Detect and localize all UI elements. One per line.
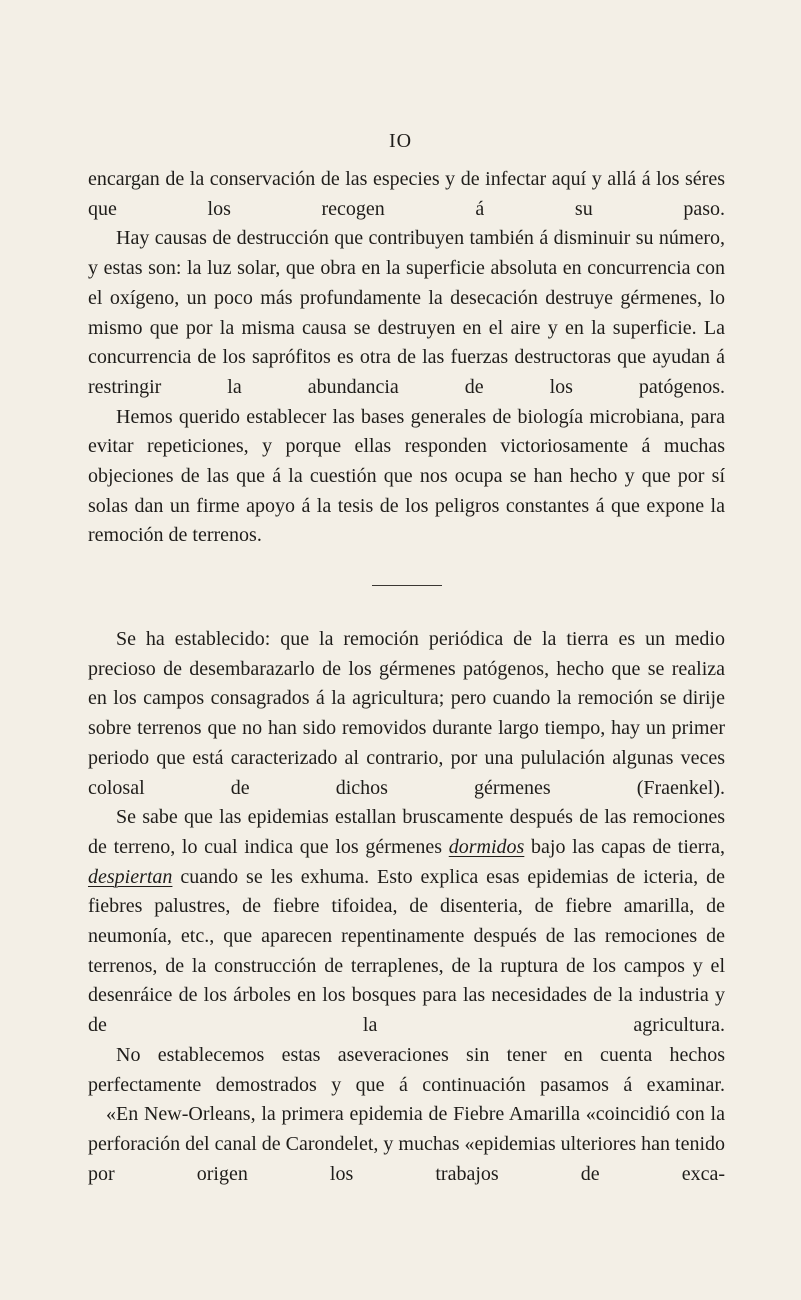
paragraph-microbial-biology: Hemos querido establecer las bases generales de biología microbiana, para evitar repeticiones, y porque ellas responden victoriosamente á muchas objeciones de las que á la cuestión que nos ocupa se han hecho y que por sí solas dan un firme apoyo á la tesis de los peligros constantes á que expone la remoción de terrenos. (88, 405, 725, 547)
paragraph-destruction-causes: Hay causas de destrucción que contribuyen también á disminuir su número, y estas son: la luz solar, que obra en la superficie absoluta en concurrencia con el oxígeno, un poco más profundamente la desecación destruye gérmenes, lo mismo que por la misma causa se destruyen en el aire y en la superficie. La concurrencia de los saprófitos es otra de las fuerzas destructoras que ayudan á restringir la abundancia de los patógenos. (88, 227, 725, 398)
epidemics-text-c: cuando se les exhuma. Esto explica esas epidemias de icteria, de fiebres palustres, de fiebre tifoidea, de disenteria, de fiebre amarilla, de neumonía, etc., que aparecen repentinamente después de las remociones de terrenos, de la construcción de terraplenes, de la ruptura de los campos y el desenráice de los árboles en los bosques para las necesidades de la industria y de la agricultura. (88, 865, 725, 1037)
page-number: IO (388, 130, 413, 152)
paragraph-soil-removal: Se ha establecido: que la remoción periódica de la tierra es un medio precioso de desembarazarlo de los gérmenes patógenos, hecho que se realiza en los campos consagrados á la agricultura; pero cuando la remoción se dirije sobre terrenos que no han sido removidos durante largo tiempo, hay un primer periodo que está caracterizado al contrario, por una pululación algunas veces colosal de dichos gérmenes (Fraenkel). (88, 628, 725, 799)
emphasis-despiertan: despiertan (88, 865, 173, 888)
paragraph-new-orleans-quote: «En New-Orleans, la primera epidemia de Fiebre Amarilla «coincidió con la perforación del canal de Carondelet, y muchas «epidemias ulteriores han tenido por origen los trabajos de exca- (88, 1103, 725, 1185)
section-divider (372, 585, 442, 586)
section-2 (88, 625, 725, 1189)
section-1 (88, 165, 725, 551)
epidemics-text-b: bajo las capas de tierra, (524, 835, 725, 858)
paragraph-epidemics (88, 803, 725, 1041)
epidemics-text-a: Se sabe que las epidemias estallan bruscamente después de las remociones de terreno, lo cual indica que los gérmenes (88, 806, 725, 858)
paragraph-continuation: encargan de la conservación de las especies y de infectar aquí y allá á los séres que los recogen á su paso. (88, 168, 725, 220)
paragraph-assertions: No establecemos estas aseveraciones sin tener en cuenta hechos perfectamente demostrados y que á continuación pasamos á examinar. (88, 1043, 725, 1096)
emphasis-dormidos: dormidos (448, 835, 525, 858)
